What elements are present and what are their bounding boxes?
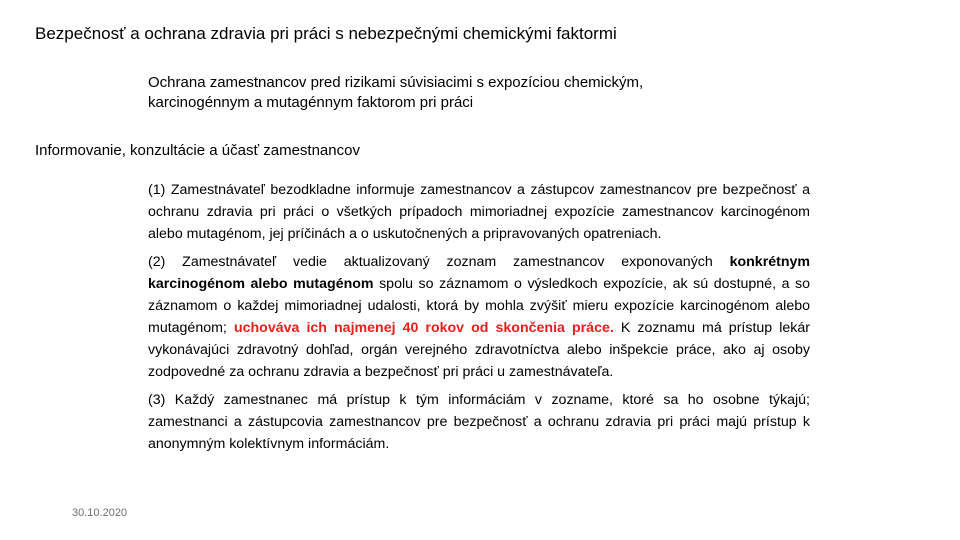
slide-title: Bezpečnosť a ochrana zdravia pri práci s nebezpečnými chemickými faktormi xyxy=(35,24,617,43)
slide-subtitle xyxy=(148,73,788,113)
paragraph-3: (3) Každý zamestnanec má prístup k tým informáciám v zozname, ktoré sa ho osobne týkajú; zamestnanci a zástupcovia zamestnancov pre bezpečnosť a ochranu zdravia pri práci majú prístup k anonymným kolektívnym informáciám. xyxy=(148,392,810,452)
section-heading: Informovanie, konzultácie a účasť zamestnancov xyxy=(35,142,360,159)
subtitle-line-1: Ochrana zamestnancov pred rizikami súvisiacimi s expozíciou chemickým, xyxy=(148,74,644,91)
paragraph-2-tail: K zoznamu má prístup lekár vykonávajúci zdravotný dohľad, orgán verejného zdravotníctva alebo inšpekcie práce, ako aj osoby zodpovedné za ochranu zdravia a bezpečnosť pri práci u zamestnávateľa. xyxy=(148,320,810,380)
paragraph-2-highlight: uchováva ich najmenej 40 rokov od skončenia práce. xyxy=(233,320,614,336)
body-text xyxy=(148,179,810,461)
paragraph-2-middle: spolu so záznamom o výsledkoch expozície, ak sú dostupné, a so záznamom o každej mimoriadnej udalosti, ktorá by mohla zvýšiť mieru expozície karcinogénom alebo mutagénom; xyxy=(148,276,810,336)
paragraph-2 xyxy=(148,251,810,383)
subtitle-line-2: karcinogénnym a mutagénnym faktorom pri práci xyxy=(148,94,474,111)
paragraph-2-lead: (2) Zamestnávateľ vedie aktualizovaný zoznam zamestnancov exponovaných xyxy=(148,254,730,270)
paragraph-2-bold: konkrétnym karcinogénom alebo mutagénom xyxy=(148,254,810,292)
paragraph-1: (1) Zamestnávateľ bezodkladne informuje zamestnancov a zástupcov zamestnancov pre bezpečnosť a ochranu zdravia pri práci o všetkých prípadoch mimoriadnej expozície zamestnancov karcinogénom alebo mutagénom, jej príčinách a o uskutočnených a pripravovaných opatreniach. xyxy=(148,182,810,242)
footer-date: 30.10.2020 xyxy=(72,507,128,519)
